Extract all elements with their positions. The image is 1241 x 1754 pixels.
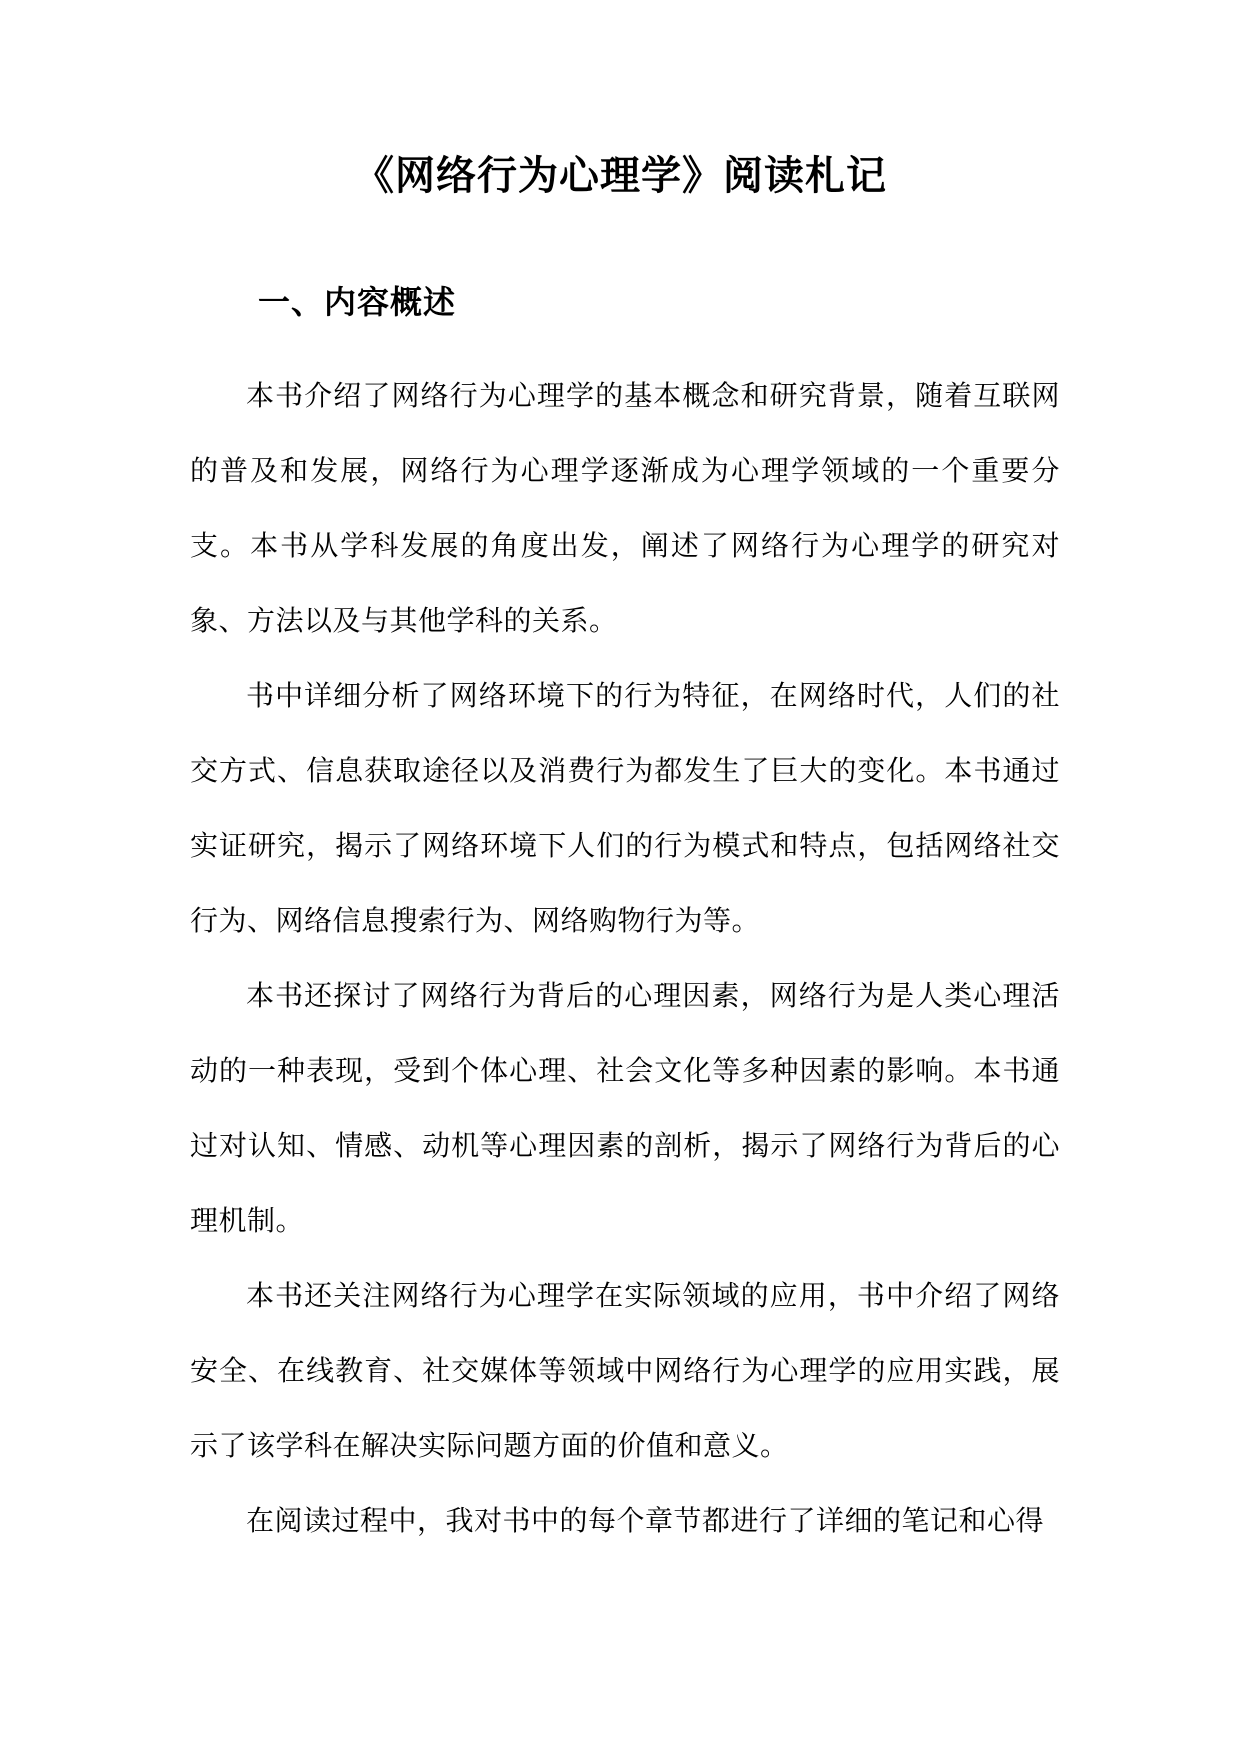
paragraph: 书中详细分析了网络环境下的行为特征，在网络时代，人们的社交方式、信息获取途径以及消费行为都发生了巨大的变化。本书通过实证研究，揭示了网络环境下人们的行为模式和特点，包括网络社交行为、网络信息搜索行为、网络购物行为等。 <box>190 679 1060 937</box>
paragraph: 本书还关注网络行为心理学在实际领域的应用，书中介绍了网络安全、在线教育、社交媒体等领域中网络行为心理学的应用实践，展示了该学科在解决实际问题方面的价值和意义。 <box>190 1279 1060 1462</box>
section-heading: 一、内容概述 <box>258 283 457 321</box>
document-title: 《网络行为心理学》阅读札记 <box>354 152 887 199</box>
paragraph: 本书介绍了网络行为心理学的基本概念和研究背景，随着互联网的普及和发展，网络行为心理学逐渐成为心理学领域的一个重要分支。本书从学科发展的角度出发，阐述了网络行为心理学的研究对象、方法以及与其他学科的关系。 <box>190 379 1060 637</box>
paragraph: 在阅读过程中，我对书中的每个章节都进行了详细的笔记和心得 <box>246 1504 1045 1537</box>
paragraph: 本书还探讨了网络行为背后的心理因素，网络行为是人类心理活动的一种表现，受到个体心理、社会文化等多种因素的影响。本书通过对认知、情感、动机等心理因素的剖析，揭示了网络行为背后的心理机制。 <box>190 979 1060 1237</box>
body-text <box>190 358 1060 1558</box>
